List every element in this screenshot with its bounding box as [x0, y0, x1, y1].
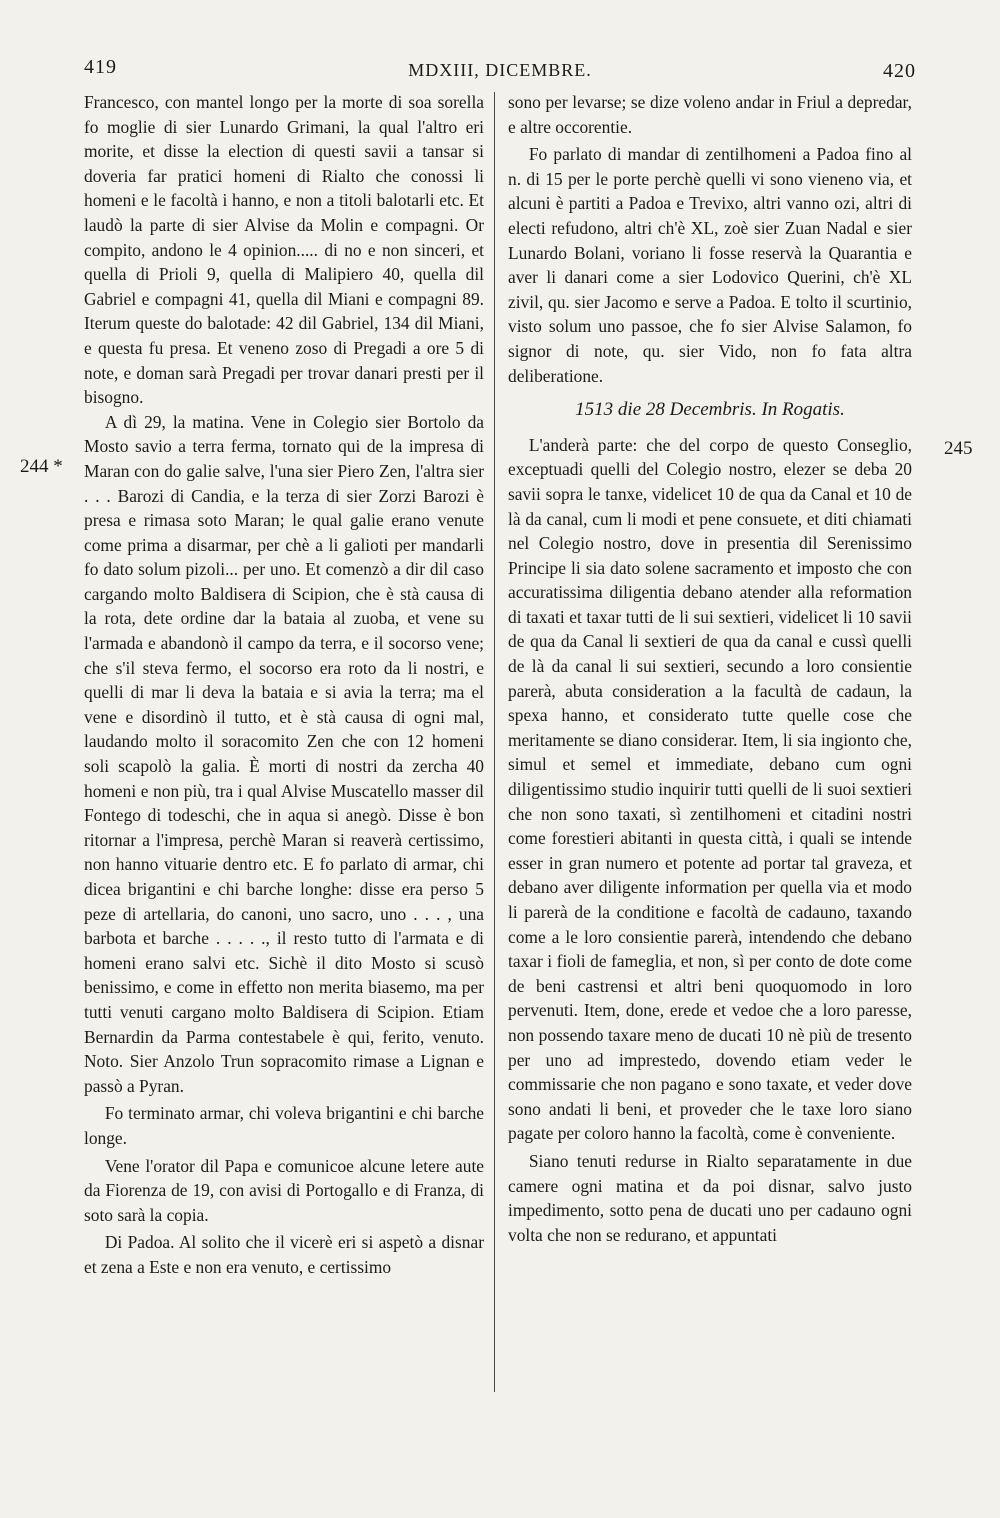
paragraph: Fo terminato armar, chi voleva brigantini e chi barche longe.: [84, 1103, 484, 1148]
section-heading: 1513 die 28 Decembris. In Rogatis.: [575, 399, 845, 421]
paragraph: Vene l'orator dil Papa e comunicoe alcune letere aute da Fiorenza de 19, con avisi di Portogallo e di Franza, di soto sarà la copia.: [84, 1155, 484, 1225]
running-title: MDXIII, DICEMBRE.: [408, 60, 592, 80]
paragraph: A dì 29, la matina. Vene in Colegio sier Bortolo da Mosto savio a terra ferma, tornato qui de la impresa di Maran con do galie salve, l'una sier Piero Zen, l'altra sier . . . Barozi di Candia, e la terza di sier Zorzi Barozi è presa e rimasa soto Maran; le qual galie erano venute come prima a disarmar, per chè a li galioti per mandarli fo dato solum pizoli... per uno. Et comenzò a dir dil caso cargando molto Baldisera di Scipion, che è stà causa di la rota, dete ordine dar la bataia al zuoba, et vene su l'armada e abandonò il campo da terra, e il socorso vene; che s'il steva fermo, el socorso era roto da li nostri, e quelli di mar li deva la bataia e si avia la terra; ma el vene e disordinò il tutto, et è stà causa di ogni mal, laudando molto il soracomito Zen che con 12 homeni soli scapolò la galia. È morti di nostri da zercha 40 homeni e non più, tra i qual Alvise Muscatello masser dil Fontego di todeschi, che in aqua si anegò. Disse è bon ritornar a l'impresa, perchè Maran si reaverà certissimo, non hanno vituarie dentro etc. E fo parlato di armar, chi dicea brigantini e chi barche longhe: disse era perso 5 peze di artellaria, do canoni, uno sacro, uno . . . , una barbota et barche . . . . ., il resto tutto di l'armata e di homeni erano salvi etc. Sichè il dito Mosto si scusò benissimo, e come in effetto non merita biasemo, ma per tutti venuti cargano molto Baldisera di Scipion. Etiam Bernardin da Parma contestabele è qui, ferito, venuto. Noto. Sier Anzolo Trun sopracomito rimase a Lignan e passò a Pyran.: [84, 411, 484, 1096]
paragraph: sono per levarse; se dize voleno andar in Friul a depredar, e altre occorentie.: [508, 92, 912, 137]
paragraph: Fo parlato di mandar di zentilhomeni a Padoa fino al n. di 15 per le porte perchè quelli vi sono vieneno via, et alcuni è partiti a Padoa e Trevixo, altri vanno ozi, altri di electi refudono, altri ch'è XL, zoè sier Zuan Nadal e sier Lunardo Bolani, voriano li fosse reservà la Quarantia e aver li danari come a sier Lodovico Querini, ch'è XL zivil, qu. sier Jacomo e serve a Padoa. E tolto il scurtinio, visto solum uno passoe, che fo sier Alvise Salamon, fo signor di note, qu. sier Vido, non fo fata altra deliberatione.: [508, 144, 912, 386]
paragraph: Di Padoa. Al solito che il vicerè eri si aspetò a disnar et zena a Este e non era venuto, e certissimo: [84, 1232, 484, 1277]
column-divider: [494, 92, 495, 1392]
right-column: [508, 90, 912, 1247]
left-column: [84, 90, 484, 1280]
left-margin-number: 244 *: [20, 456, 63, 477]
right-margin-number: 245: [944, 438, 973, 459]
right-page-number: 420: [883, 60, 916, 82]
paragraph: Francesco, con mantel longo per la morte di soa sorella fo moglie di sier Lunardo Grimani, la qual l'altro eri morite, et disse la election di questi savii a tansar si doveria far pratici homeni di Rialto che conossi li homeni e le facoltà i hanno, e non a titoli balotarli etc. Et laudò la parte di sier Alvise da Molin e compagni. Or compito, andono le 4 opinion..... di no e non sinceri, et quella di Prioli 9, quella di Malipiero 40, quella dil Gabriel e compagni 41, quella dil Miani e compagni 89. Iterum queste do balotade: 42 dil Gabriel, 134 dil Miani, e questa fu presa. Et veneno zoso di Pregadi a ore 5 di note, e doman sarà Pregadi per trovar danari presti per il bisogno.: [84, 92, 484, 408]
left-page-number: 419: [84, 56, 117, 78]
paragraph: Siano tenuti redurse in Rialto separatamente in due camere ogni matina et da poi disnar, salvo justo impedimento, sotto pena de ducati uno per cadauno ogni volta che non se redurano, et appuntati: [508, 1150, 912, 1245]
paragraph: L'anderà parte: che del corpo de questo Conseglio, exceptuadi quelli del Colegio nostro, elezer se deba 20 savii sopra le tanxe, videlicet 10 de qua da Canal et 10 de là da canal, cum li modi et pene consuete, et diti chiamati nel Colegio nostro, dove in presentia dil Serenissimo Principe li sia dato solene sacramento et imposto che con accuratissima diligentia debano atender alla reformation di taxati et taxar tutti de li sui sextieri, videlicet li 10 savii de qua da Canal li sextieri de qua da canal e cussì quelli de là da canal li sui sextieri, secundo a loro consientie parerà, abuta consideration a la facultà de cadaun, la spexa hanno, et considerato tutte quelle cose che meritamente se diano considerar. Item, li sia ingionto che, simul et semel et immediate, debano cum ogni diligentissimo studio inquirir tutti quelli de li suoi sextieri che non sono taxati, sì zentilhomeni et citadini nostri come forestieri abitanti in questa città, i quali se intende esser in gran numero et potente ad portar tal graveza, et debano aver diligente information per quella via et modo li parerà de la conditione e facoltà de cadauno, taxando come a le loro consientie parerà, intendendo che debano taxar i fioli de fameglia, et non, sì per conto de dote come de beni castrensi et altri beni quoquomodo in loro pervenuti. Item, done, erede et vedoe che a loro paresse, non possendo taxare meno de ducati 10 nè più de tresento per uno ad imprestedo, dovendo etiam veder le commissarie che non pagano e sono taxate, et veder dove sono andati li beni, et proveder che le taxe loro siano pagate per coloro hanno la facoltà, come è conveniente.: [508, 434, 912, 1144]
